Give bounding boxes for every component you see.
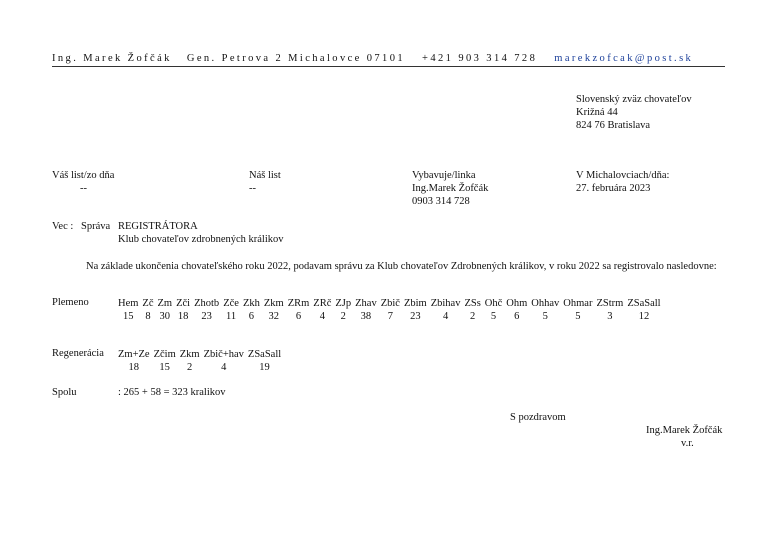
breed-code: ZRč — [313, 298, 332, 309]
breed-count: 2 — [470, 311, 476, 322]
breed-count: 6 — [514, 311, 520, 322]
breed-count: 8 — [145, 311, 151, 322]
breed-column — [116, 348, 152, 374]
breed-code: Zhotb — [194, 298, 220, 309]
breed-code: Zkh — [242, 298, 260, 309]
breed-count: 23 — [201, 311, 212, 322]
breed-count: 15 — [159, 362, 170, 373]
breed-code: ZSaSall — [627, 298, 661, 309]
breed-code: Zče — [223, 298, 239, 309]
breed-column — [116, 297, 140, 323]
recipient-line: Križná 44 — [576, 107, 618, 118]
breed-count: 4 — [221, 362, 227, 373]
breed-code: Zhav — [355, 298, 377, 309]
breed-count: 15 — [122, 311, 134, 322]
subject-title: REGISTRÁTORA — [118, 221, 198, 232]
letterhead-name: Ing. Marek Žofčák — [52, 53, 172, 64]
breed-code: ZSaSall — [247, 349, 282, 360]
breed-column — [379, 297, 402, 323]
breed-count: 7 — [387, 311, 393, 322]
breed-code: Zm+Ze — [118, 349, 150, 360]
breed-code: ZRm — [287, 298, 310, 309]
ref-vybavuje — [412, 169, 488, 208]
breed-code: Zčim — [153, 349, 176, 360]
regeneracia-table — [116, 348, 283, 374]
breed-count: 3 — [607, 311, 613, 322]
breed-column — [333, 297, 353, 323]
breed-column — [152, 348, 178, 374]
letterhead-phone: +421 903 314 728 — [422, 53, 538, 64]
breed-column — [262, 297, 286, 323]
breed-column — [140, 297, 155, 323]
ref-place-date — [576, 169, 669, 195]
breed-column — [246, 348, 283, 374]
breed-code: ZJp — [335, 298, 352, 309]
ref-value: 0903 314 728 — [412, 196, 470, 207]
breed-code: Ohč — [484, 298, 503, 309]
breed-column — [221, 297, 241, 323]
breed-column — [625, 297, 662, 323]
breed-column — [178, 348, 202, 374]
breed-column — [241, 297, 262, 323]
breed-code: Hem — [118, 298, 139, 309]
ref-value: Ing.Marek Žofčák — [412, 183, 489, 194]
breed-count: 32 — [268, 311, 280, 322]
breed-column — [174, 297, 192, 323]
breed-code: Zbim — [403, 298, 427, 309]
signature-suffix: v.r. — [681, 438, 694, 449]
breed-column — [192, 297, 221, 323]
breed-count: 2 — [187, 362, 193, 373]
ref-vas-list — [52, 169, 114, 195]
letterhead-email[interactable]: marekzofcak@post.sk — [554, 53, 694, 64]
breed-count: 5 — [542, 311, 548, 322]
breed-column — [286, 297, 312, 323]
breed-count: 2 — [340, 311, 346, 322]
breed-count: 4 — [442, 311, 449, 322]
breed-code: Zbič — [380, 298, 400, 309]
recipient-block — [576, 93, 692, 132]
ref-value: 27. februára 2023 — [576, 183, 651, 194]
breed-column — [156, 297, 175, 323]
breed-code: Ohm — [506, 298, 528, 309]
breed-code: Zč — [142, 298, 154, 309]
ref-nas-list — [249, 169, 281, 195]
regeneracia-label: Regenerácia — [52, 348, 104, 359]
subject-subtitle: Klub chovateľov zdrobnených králikov — [118, 234, 284, 245]
subject-vec-label: Vec : — [52, 221, 74, 232]
breed-code: Zm — [157, 298, 173, 309]
breed-code: Ohhav — [531, 298, 560, 309]
body-paragraph: Na základe ukončenia chovateľského roku 2022, podavam správu za Klub chovateľov Zdrobnených králikov, v roku 2022 sa registrovalo nasledovne: — [86, 261, 717, 272]
breed-column — [202, 348, 246, 374]
breed-count: 6 — [248, 311, 255, 322]
breed-code: Zči — [176, 298, 191, 309]
ref-label: Náš list — [249, 170, 281, 181]
breed-count: 19 — [259, 362, 270, 373]
ref-label: Vybavuje/linka — [412, 170, 476, 181]
ref-label: V Michalovciach/dňa: — [576, 170, 670, 181]
breed-column — [594, 297, 625, 323]
breed-count: 6 — [295, 311, 302, 322]
breed-column — [429, 297, 463, 323]
closing-greeting: S pozdravom — [510, 412, 566, 423]
letterhead-address: Gen. Petrova 2 Michalovce 07101 — [186, 53, 405, 64]
total-value: : 265 + 58 = 323 kralikov — [118, 387, 226, 398]
plemeno-table — [116, 297, 663, 323]
signature-name: Ing.Marek Žofčák — [646, 425, 723, 436]
breed-count: 38 — [360, 311, 372, 322]
letterhead — [52, 53, 693, 64]
breed-count: 5 — [575, 311, 581, 322]
breed-column — [402, 297, 429, 323]
ref-value: -- — [80, 183, 87, 194]
breed-code: Zbič+hav — [203, 349, 244, 360]
breed-column — [529, 297, 561, 323]
recipient-line: Slovenský zväz chovateľov — [576, 94, 692, 105]
breed-count: 5 — [490, 311, 497, 322]
recipient-line: 824 76 Bratislava — [576, 120, 651, 131]
ref-label: Váš list/zo dňa — [52, 170, 115, 181]
breed-count: 18 — [128, 362, 140, 373]
breed-column — [353, 297, 379, 323]
breed-code: Zkm — [179, 349, 200, 360]
breed-count: 11 — [226, 311, 237, 322]
breed-count: 18 — [177, 311, 189, 322]
breed-code: Zkm — [263, 298, 284, 309]
breed-column — [483, 297, 505, 323]
breed-column — [504, 297, 529, 323]
breed-code: ZSs — [464, 298, 481, 309]
breed-code: Ohmar — [563, 298, 593, 309]
subject-sprava: Správa — [81, 221, 111, 232]
letterhead-underline — [52, 66, 725, 67]
breed-code: ZStrm — [596, 298, 624, 309]
total-label: Spolu — [52, 387, 77, 398]
breed-count: 4 — [319, 311, 325, 322]
breed-column — [561, 297, 594, 323]
plemeno-label: Plemeno — [52, 297, 89, 308]
breed-column — [462, 297, 482, 323]
breed-count: 12 — [638, 311, 650, 322]
breed-column — [311, 297, 333, 323]
breed-count: 30 — [159, 311, 171, 322]
breed-code: Zbihav — [430, 298, 461, 309]
ref-value: -- — [249, 183, 256, 194]
breed-count: 23 — [410, 311, 421, 322]
